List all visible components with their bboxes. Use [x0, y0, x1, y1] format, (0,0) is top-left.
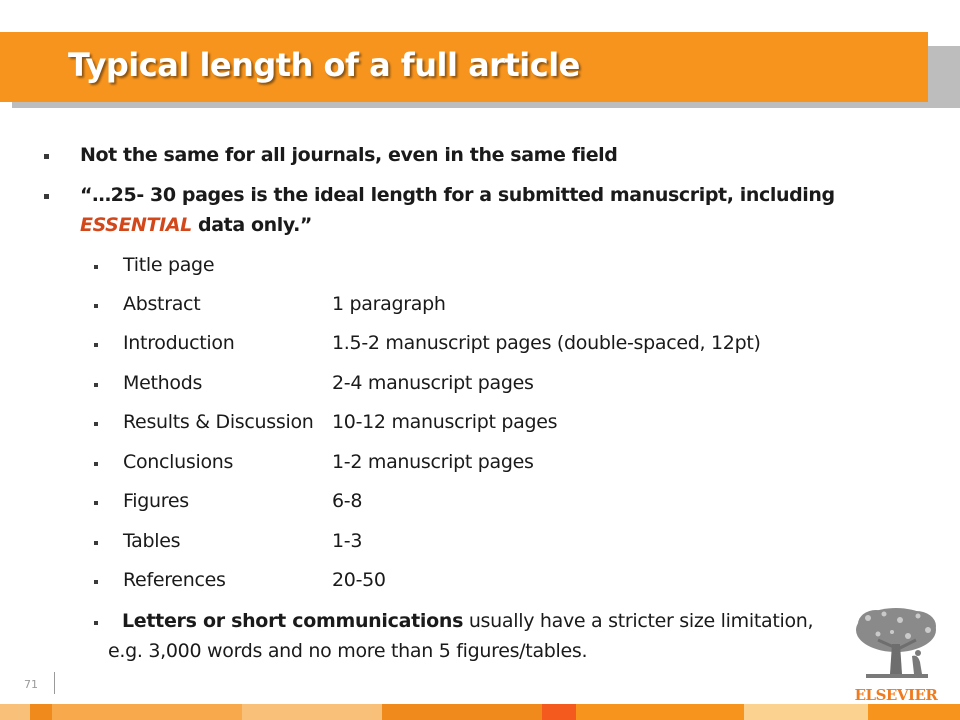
section-value-references: 20-50	[332, 569, 386, 591]
letters-rest: usually have a stricter size limitation,	[463, 610, 814, 632]
section-label-conclusions: Conclusions	[123, 451, 234, 473]
section-value-results: 10-12 manuscript pages	[332, 411, 558, 433]
section-label-results: Results & Discussion	[123, 411, 314, 433]
section-value-abstract: 1 paragraph	[332, 293, 446, 315]
section-value-introduction: 1.5-2 manuscript pages (double-spaced, 12pt)	[332, 332, 761, 354]
section-value-tables: 1-3	[332, 530, 363, 552]
letters-note	[122, 610, 813, 632]
sub-bullet-marker	[94, 580, 98, 584]
footer-color-strip	[0, 704, 960, 720]
bullet-marker	[44, 194, 49, 199]
section-label-tables: Tables	[123, 530, 181, 552]
bullet-ideal-length: “…25- 30 pages is the ideal length for a submitted manuscript, including	[80, 184, 835, 206]
elsevier-logo	[848, 604, 944, 708]
section-label-references: References	[123, 569, 226, 591]
letters-note-line2: e.g. 3,000 words and no more than 5 figures/tables.	[108, 640, 588, 662]
section-label-title-page: Title page	[123, 254, 215, 276]
section-label-abstract: Abstract	[123, 293, 201, 315]
sub-bullet-marker	[94, 501, 98, 505]
slide-title: Typical length of a full article	[68, 46, 580, 84]
section-value-methods: 2-4 manuscript pages	[332, 372, 534, 394]
tree-icon	[848, 604, 944, 686]
sub-bullet-marker	[94, 621, 98, 625]
section-label-methods: Methods	[123, 372, 203, 394]
letters-bold: Letters or short communications	[122, 610, 464, 632]
section-label-figures: Figures	[123, 490, 189, 512]
sub-bullet-marker	[94, 462, 98, 466]
elsevier-wordmark: ELSEVIER	[854, 686, 938, 704]
bullet-marker	[44, 154, 49, 159]
section-label-introduction: Introduction	[123, 332, 235, 354]
sub-bullet-marker	[94, 383, 98, 387]
sub-bullet-marker	[94, 541, 98, 545]
sub-bullet-marker	[94, 343, 98, 347]
sub-bullet-marker	[94, 304, 98, 308]
page-divider	[54, 672, 55, 694]
section-value-conclusions: 1-2 manuscript pages	[332, 451, 534, 473]
essential-emphasis: ESSENTIAL	[80, 214, 192, 236]
bullet-journals: Not the same for all journals, even in the same field	[80, 144, 618, 166]
section-value-figures: 6-8	[332, 490, 363, 512]
sub-bullet-marker	[94, 422, 98, 426]
bullet-ideal-length-cont	[80, 214, 312, 236]
essential-rest: data only.”	[191, 214, 312, 236]
page-number: 71	[24, 678, 38, 691]
sub-bullet-marker	[94, 265, 98, 269]
